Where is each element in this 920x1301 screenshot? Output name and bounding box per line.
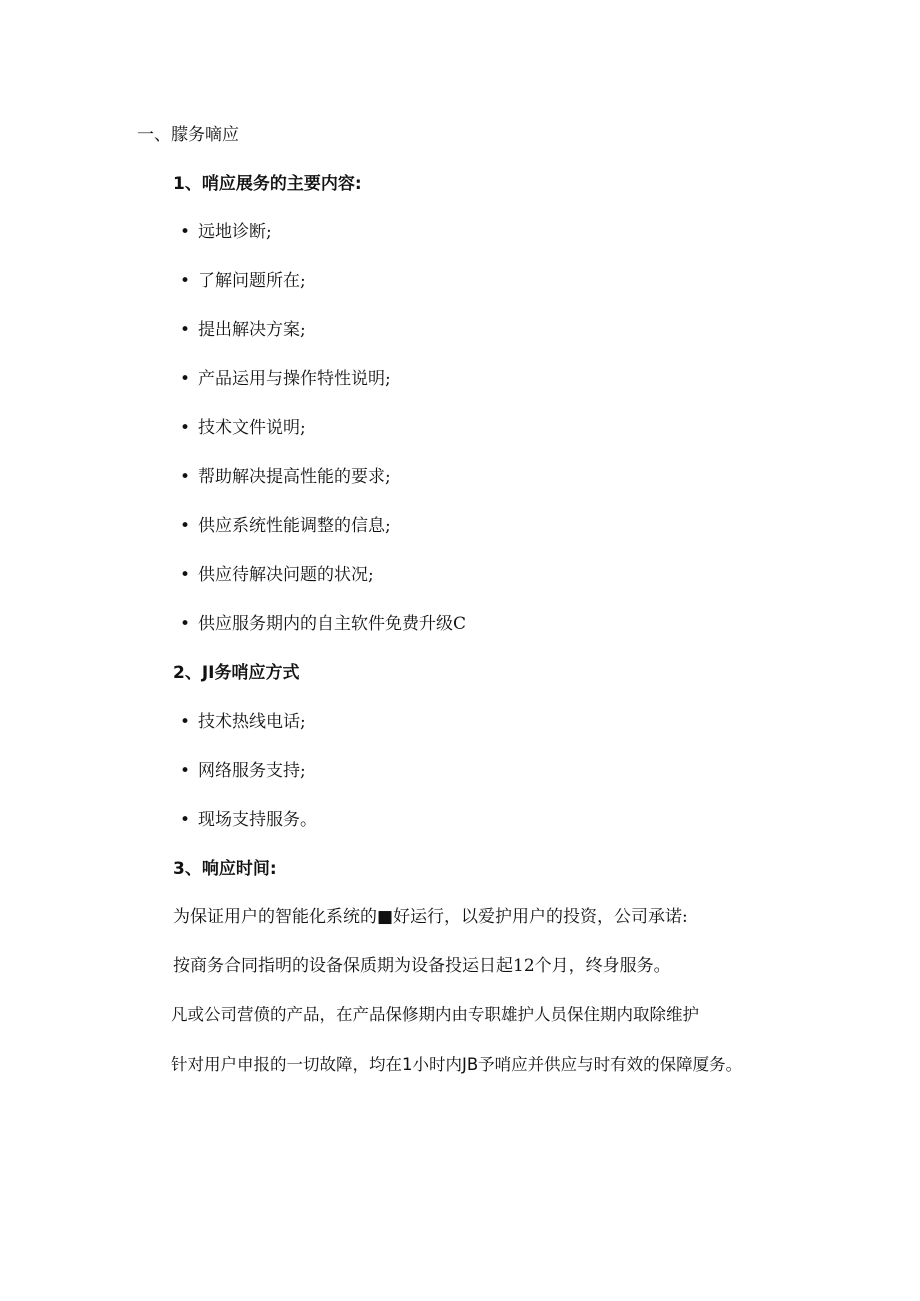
section3-title: 3、响应时间: — [173, 859, 277, 879]
bullet-icon: • — [180, 712, 191, 732]
paragraph: 凡或公司营偾的产品，在产品保修期内由专职雄护人员保住期内取除维护 — [171, 1005, 699, 1024]
paragraph: 针对用户申报的一切故障，均在1小时内JB予哨应并供应与时有效的保障厦务。 — [171, 1055, 743, 1074]
bullet-icon: • — [180, 418, 191, 438]
list-item: • 产品运用与操作特性说明; — [180, 369, 391, 389]
bullet-icon: • — [180, 565, 191, 585]
bullet-icon: • — [180, 320, 191, 340]
bullet-icon: • — [180, 467, 191, 487]
list-item: • 供应服务期内的自主软件免费升级C — [180, 614, 467, 634]
bullet-icon: • — [180, 222, 191, 242]
section2-title: 2、JI务哨应方式 — [173, 663, 300, 683]
bullet-icon: • — [180, 271, 191, 291]
list-item: • 网络服务支持; — [180, 761, 306, 781]
list-item: • 现场支持服务。 — [180, 810, 317, 830]
section1-title: 1、哨应展务的主要内容: — [173, 174, 362, 194]
list-item: • 供应待解决问题的状况; — [180, 565, 374, 585]
list-item: • 技术热线电话; — [180, 712, 306, 732]
list-item: • 提出解决方案; — [180, 320, 306, 340]
bullet-icon: • — [180, 614, 191, 634]
paragraph: 为保证用户的智能化系统的■好运行，以爱护用户的投资，公司承诺: — [173, 907, 688, 927]
bullet-icon: • — [180, 516, 191, 536]
list-item: • 帮助解决提高性能的要求; — [180, 467, 391, 487]
bullet-icon: • — [180, 761, 191, 781]
list-item: • 技术文件说明; — [180, 418, 306, 438]
paragraph: 按商务合同指明的设备保质期为设备投运日起12个月，终身服务。 — [173, 956, 671, 976]
main-heading: 一、朦务嘀应 — [137, 125, 239, 145]
list-item: • 远地诊断; — [180, 222, 272, 242]
list-item: • 了解问题所在; — [180, 271, 306, 291]
bullet-icon: • — [180, 810, 191, 830]
bullet-icon: • — [180, 369, 191, 389]
list-item: • 供应系统性能调整的信息; — [180, 516, 391, 536]
